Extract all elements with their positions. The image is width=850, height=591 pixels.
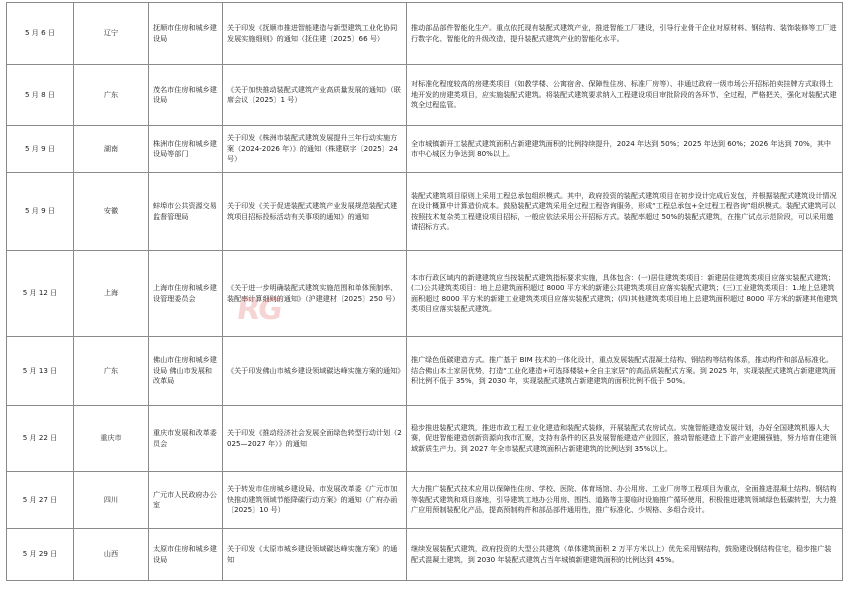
policy-table-sheet bbox=[6, 2, 842, 581]
table-row bbox=[7, 126, 843, 173]
content-cell: 全市城镇新开工装配式建筑面积占新建建筑面积的比例持续提升，2024 年达到 50%；2025 年达到 60%；2026 年达到 70%，其中市中心城区力争达到 80%以上。 bbox=[407, 126, 843, 173]
date-cell: 5 月 22 日 bbox=[7, 406, 74, 472]
region-cell: 四川 bbox=[74, 472, 149, 529]
table-row bbox=[7, 251, 843, 337]
agency-cell: 重庆市发展和改革委员会 bbox=[149, 406, 223, 472]
date-cell: 5 月 12 日 bbox=[7, 251, 74, 337]
document-cell: 关于印发《太原市城乡建设领域碳达峰实施方案》的通知 bbox=[223, 529, 407, 581]
document-cell: 关于印发《抚顺市推进智能建造与新型建筑工业化协同发展实施细则》的通知（抚住建〔2025〕66 号） bbox=[223, 3, 407, 65]
date-cell: 5 月 29 日 bbox=[7, 529, 74, 581]
table-row bbox=[7, 529, 843, 581]
region-cell: 上海 bbox=[74, 251, 149, 337]
policy-table bbox=[6, 2, 843, 581]
document-cell: 《关于印发佛山市城乡建设领域碳达峰实施方案的通知》 bbox=[223, 337, 407, 406]
watermark-logo: RG bbox=[234, 292, 283, 327]
document-cell: 关于印发《关于促进装配式建筑产业发展规范装配式建筑项目招标投标活动有关事项的通知》的通知 bbox=[223, 173, 407, 251]
table-row bbox=[7, 65, 843, 126]
region-cell: 辽宁 bbox=[74, 3, 149, 65]
table-row bbox=[7, 337, 843, 406]
date-cell: 5 月 9 日 bbox=[7, 126, 74, 173]
table-row bbox=[7, 173, 843, 251]
agency-cell: 株洲市住房和城乡建设局等部门 bbox=[149, 126, 223, 173]
table-row bbox=[7, 472, 843, 529]
region-cell: 广东 bbox=[74, 337, 149, 406]
content-cell: 继续发展装配式建筑，政府投资的大型公共建筑（单体建筑面积 2 万平方米以上）优先采用钢结构，鼓励建设钢结构住宅，稳步推广装配式混凝土建筑，到 2030 年装配式建筑占当年城镇新建建筑面积的比例达到 45%。 bbox=[407, 529, 843, 581]
region-cell: 山西 bbox=[74, 529, 149, 581]
date-cell: 5 月 9 日 bbox=[7, 173, 74, 251]
agency-cell: 上海市住房和城乡建设管理委员会 bbox=[149, 251, 223, 337]
document-cell: 关于转发市住房城乡建设局、市发展改革委《广元市加快推动建筑领域节能降碳行动方案》的通知（广府办函〔2025〕10 号） bbox=[223, 472, 407, 529]
region-cell: 重庆市 bbox=[74, 406, 149, 472]
region-cell: 广东 bbox=[74, 65, 149, 126]
content-cell: 推广绿色低碳建造方式。推广基于 BIM 技术的一体化设计，重点发展装配式混凝土结构、钢结构等结构体系，推动构件和部品标准化。结合佛山本土家居优势，打造“工业化建造+可选择楼装+全自主家居”的高品质装配式方案。到 2025 年，实现装配式建筑占新建建筑面积比例不低于 35%，到 2030 年，实现装配式建筑占新建建筑的面积比例不低于 50%。 bbox=[407, 337, 843, 406]
table-row bbox=[7, 406, 843, 472]
content-cell: 大力推广装配式技术应用以保障性住房、学校、医院、体育场馆、办公用房、工业厂房等工程项目为重点，全面推进混凝土结构、钢结构等装配式建筑和项目落地，引导建筑工地办公用房、围挡、道路等主要临时设施推广循环使用，积极推进建筑领域绿色低碳转型，大力推广应用预制装配化产品，提高预制构件和部品部件通用性，推广标准化、少规格、多组合设计。 bbox=[407, 472, 843, 529]
agency-cell: 蚌埠市公共资源交易监督管理局 bbox=[149, 173, 223, 251]
date-cell: 5 月 6 日 bbox=[7, 3, 74, 65]
content-cell: 装配式建筑项目原则上采用工程总承包组织模式。其中，政府投资的装配式建筑项目在初步设计完成后发包，并根据装配式建筑设计情况在设计概算中计算造价成本。鼓励装配式建筑采用全过程工程咨询服务，形成“工程总承包+全过程工程咨询”组织模式。装配式建筑可以按照技术复杂类工程建设项目招标，一般应依法采用公开招标方式。装配率超过 50%的装配式建筑，在推广试点示范阶段，可以采用邀请招标方式。 bbox=[407, 173, 843, 251]
agency-cell: 广元市人民政府办公室 bbox=[149, 472, 223, 529]
agency-cell: 佛山市住房和城乡建设局 佛山市发展和改革局 bbox=[149, 337, 223, 406]
document-cell: 关于印发《推动经济社会发展全面绿色转型行动计划（2025—2027 年）》的通知 bbox=[223, 406, 407, 472]
region-cell: 湖南 bbox=[74, 126, 149, 173]
date-cell: 5 月 13 日 bbox=[7, 337, 74, 406]
date-cell: 5 月 27 日 bbox=[7, 472, 74, 529]
region-cell: 安徽 bbox=[74, 173, 149, 251]
content-cell: 稳步推进装配式建筑，推进市政工程工业化建造和装配式装修，开展装配式农房试点。实施智能建造发展计划，办好全国建筑机器人大赛，促进智能建造创新资源向我市汇聚，支持有条件的区县发展智能建造产业园区，推动智能建造上下游产业建圈强链，努力培育住建领域新质生产力。到 2027 年全市装配式建筑面积占新建建筑的比例达到 35%以上。 bbox=[407, 406, 843, 472]
agency-cell: 太原市住房和城乡建设局 bbox=[149, 529, 223, 581]
date-cell: 5 月 8 日 bbox=[7, 65, 74, 126]
content-cell: 本市行政区域内的新建建筑应当按装配式建筑指标要求实施，具体包含：(一)居住建筑类项目：新建居住建筑类项目应落实装配式建筑；(二)公共建筑类项目：地上总建筑面积超过 8000 平方米的新建公共建筑类项目应落实装配式建筑；(三)工业建筑类项目：1.地上总建筑面积超过 8000 平方米的新建工业建筑类项目应落实装配式建筑；(四)其他建筑类项目地上总建筑面积超过 8000 平方米的新建其他建筑类项目应落实装配式建筑。 bbox=[407, 251, 843, 337]
agency-cell: 茂名市住房和城乡建设局 bbox=[149, 65, 223, 126]
document-cell: 《关于加快推动装配式建筑产业高质量发展的通知》（联席会议〔2025〕1 号） bbox=[223, 65, 407, 126]
content-cell: 对标准化程度较高的房建类项目（如教学楼、公寓宿舍、保障性住房、标准厂房等）、非通过政府一级市场公开招标拍卖挂牌方式取得土地开发的房建类项目，应实施装配式建筑。将装配式建筑要求纳入工程建设项目审批阶段的各环节、全过程，严格把关，强化对装配式建筑全过程监管。 bbox=[407, 65, 843, 126]
document-cell: 关于印发《株洲市装配式建筑发展提升三年行动实施方案（2024-2026 年）》的通知（株建联字〔2025〕24 号） bbox=[223, 126, 407, 173]
table-row bbox=[7, 3, 843, 65]
content-cell: 推动部品部件智能化生产。重点依托现有装配式建筑产业，推进智能工厂建设，引导行业骨干企业对原材料、钢结构、装饰装修等工厂进行数字化、智能化的升级改造，提升装配式建筑产业的智能化水平。 bbox=[407, 3, 843, 65]
document-cell: 《关于进一步明确装配式建筑实施范围和单体预制率、装配率计算细则的通知》（沪建建材〔2025〕250 号） bbox=[223, 251, 407, 337]
agency-cell: 抚顺市住房和城乡建设局 bbox=[149, 3, 223, 65]
